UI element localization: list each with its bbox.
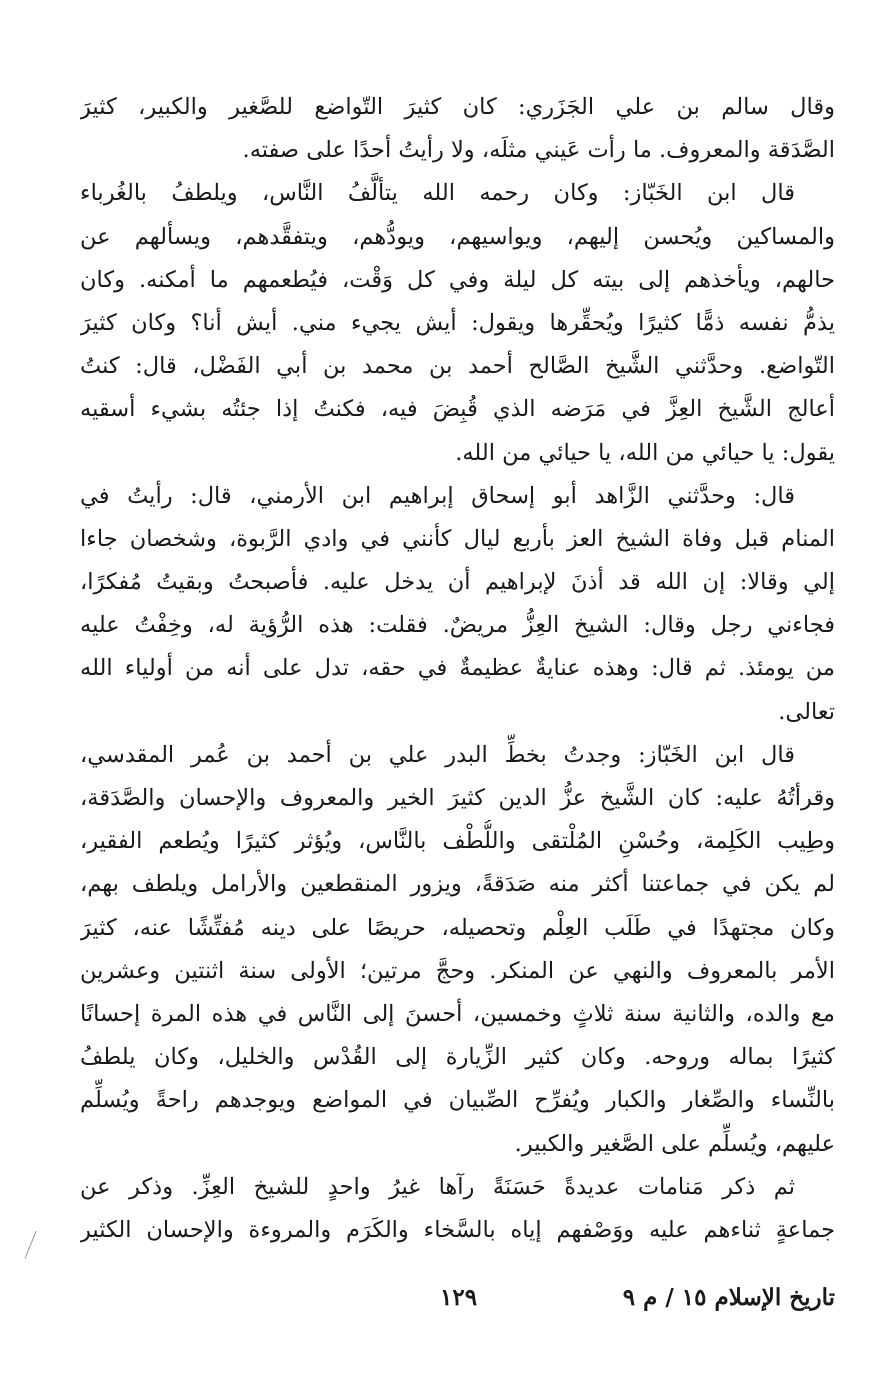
text-line-7: التّواضع. وحدَّثني الشَّيخ الصَّالح أحمد بن محمد بن أبي الفَضْل، قال: كنتُ xyxy=(80,353,835,380)
text-line-18: وطِيب الكَلِمة، وحُسْنِ المُلْتقى واللُّطْف بالنَّاس، ويُؤثر كثيرًا ويُطعم الفقير، xyxy=(80,828,835,855)
page-footer xyxy=(80,1278,835,1318)
text-line-16: قال ابن الخَبّاز: وجدتُ بخطِّ البدر علي بن أحمد بن عُمر المقدسي، xyxy=(80,741,795,768)
text-line-1: وقال سالم بن علي الجَزَري: كان كثيرَ التّواضع للصَّغير والكبير، كثيرَ xyxy=(80,94,835,120)
text-line-24: بالنِّساء والصِّغار والكبار ويُفرِّح الصِّبيان في المواضع ويوجدهم راحةً ويُسلِّم xyxy=(80,1087,835,1114)
page-number: ١٢٩ xyxy=(440,1284,478,1311)
text-line-10: قال: وحدَّثني الزَّاهد أبو إسحاق إبراهيم ابن الأرمني، قال: رأيتُ في xyxy=(80,482,795,509)
text-line-4: والمساكين ويُحسن إليهم، ويواسيهم، ويودُّهم، ويتفقَّدهم، ويسألهم عن xyxy=(80,223,835,250)
text-line-8: أعالج الشَّيخ العِزَّ في مَرَضه الذي قُبِضَ فيه، فكنتُ إذا جئتُه بشيء أسقيه xyxy=(80,396,835,423)
text-line-9: يقول: يا حيائي من الله، يا حيائي من الله. xyxy=(455,439,835,466)
text-line-26: ثم ذكر مَنامات عديدةً حَسَنَةً رآها غيرُ واحدٍ للشيخ العِزِّ. وذكر عن xyxy=(80,1173,795,1200)
text-line-15: تعالى. xyxy=(778,698,835,725)
text-line-19: لم يكن في جماعتنا أكثر منه صَدَقةً، ويزور المنقطعين والأرامل ويلطف بهم، xyxy=(80,871,835,898)
text-line-17: وقرأتُهُ عليه: كان الشَّيخ عزُّ الدين كثيرَ الخير والمعروف والإحسان والصَّدَقة، xyxy=(80,785,835,811)
text-line-11: المنام قبل وفاة الشيخ العز بأربع ليال كأنني في وادي الرَّبوة، وشخصان جاءا xyxy=(80,525,835,552)
text-line-6: يذمُّ نفسه ذمًّا كثيرًا ويُحقِّرها ويقول: أيش يجيء مني. أيش أنا؟ وكان كثيرَ xyxy=(80,309,835,336)
text-line-20: وكان مجتهدًا في طَلَب العِلْم وتحصيله، حريصًا على دينه مُفتِّشًا عنه، كثيرَ xyxy=(80,914,835,941)
text-line-12: إلي وقالا: إن الله قد أذنَ لإبراهيم أن يدخل عليه. فأصبحتُ وبقيتُ مُفكرًا، xyxy=(80,569,835,596)
text-line-2: الصَّدَقة والمعروف. ما رأت عَيني مثلَه، ولا رأيتُ أحدًا على صفته. xyxy=(242,137,835,164)
text-line-14: من يومئذ. ثم قال: وهذه عنايةٌ عظيمةٌ في حقه، تدل على أنه من أولياء الله xyxy=(80,655,835,682)
text-line-13: فجاءني رجل وقال: الشيخ العِزُّ مريضٌ. فقلت: هذه الرُّؤية له، وخِفْتُ عليه xyxy=(80,612,835,639)
text-line-21: الأمر بالمعروف والنهي عن المنكر. وحجَّ مرتين؛ الأولى سنة اثنتين وعشرين xyxy=(80,957,835,984)
text-line-27: جماعةٍ ثناءهم عليه ووَصْفهم إياه بالسَّخاء والكَرَم والمروءة والإحسان الكثير xyxy=(80,1216,835,1243)
text-line-5: حالهم، ويأخذهم إلى بيته كل ليلة وفي كل وَقْت، فيُطعمهم ما أمكنه. وكان xyxy=(80,266,835,293)
text-line-25: عليهم، ويُسلِّم على الصَّغير والكبير. xyxy=(514,1130,835,1157)
footer-book-title: تاريخ الإسلام ١٥ / م ٩ xyxy=(622,1284,835,1311)
body-text xyxy=(80,86,835,1252)
text-line-3: قال ابن الخَبّاز: وكان رحمه الله يتألَّفُ النَّاس، ويلطفُ بالغُرباء xyxy=(80,180,795,207)
scan-mark xyxy=(24,1231,36,1259)
text-line-22: مع والده، والثانية سنة ثلاثٍ وخمسين، أحسنَ إلى النَّاس في هذه المرة إحسانًا xyxy=(80,1000,835,1027)
text-line-23: كثيرًا بماله وروحه. وكان كثير الزِّيارة إلى القُدْس والخليل، وكان يلطفُ xyxy=(80,1044,835,1071)
